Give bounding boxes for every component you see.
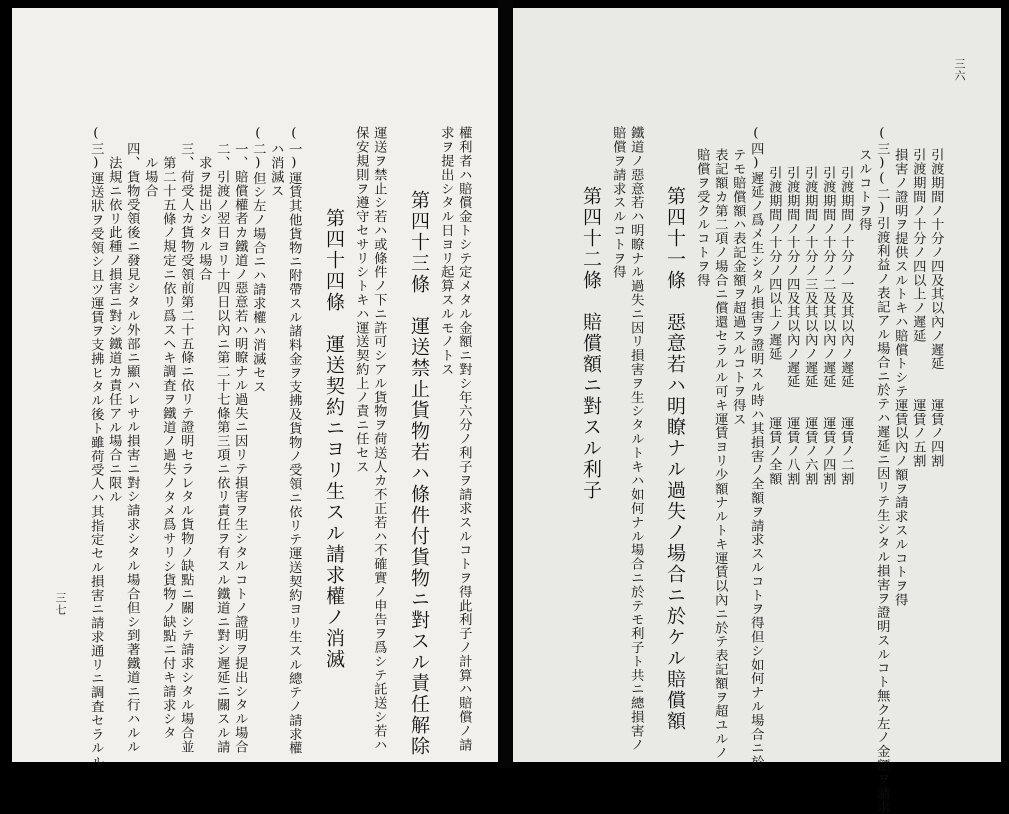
article-heading: 第四十一條 惡意若ハ明瞭ナル過失ノ場合ニ於ケル賠償額 bbox=[664, 186, 686, 732]
article-heading: 第四十四條 運送契約ニヨリ生スル請求權ノ消滅 bbox=[323, 208, 345, 670]
text-column: 運送ヲ禁止シ若ハ或條件ノ下ニ許可シアル貨物ヲ荷送人カ不正若ハ不確實ノ申告ヲ爲シテ託送シ若ハ bbox=[371, 126, 387, 752]
article-heading: 第四十三條 運送禁止貨物若ハ條件付貨物ニ對スル責任解除 bbox=[408, 190, 430, 757]
text-column: 四、貨物受領後ニ發見シタル外部ニ顯ハレサル損害ニ對シ請求シタル場合但シ到著鐵道ニ行ハルル bbox=[124, 142, 140, 754]
text-column: 引渡期間ノ十分ノ二及其以內ノ遲延 運賃ノ四割 bbox=[820, 166, 836, 486]
right-book-page bbox=[513, 8, 1001, 814]
text-column: 一、賠償權者カ鐵道ノ惡意若ハ明瞭ナル過失ニ因リテ損害ヲ生シタルコトノ證明ヲ提出シタル場合 bbox=[232, 142, 248, 754]
text-column: (三)(二)引渡利益ノ表記アル場合ニ於テハ遲延ニ因リテ生シタル損害ヲ證明スルコト無ク左ノ金額ヲ請求 bbox=[874, 126, 890, 814]
article-heading: 第四十二條 賠償額ニ對スル利子 bbox=[580, 186, 602, 501]
text-column: 二、引渡ノ翌日ヨリ十四日以內ニ第二十七條第三項ニ依リ責任ヲ有スル鐵道ニ對シ遲延ニ關スル請 bbox=[214, 142, 230, 754]
text-column: 引渡期間ノ十分ノ四以上ノ遲延 運賃ノ五割 bbox=[910, 148, 926, 468]
text-column: (一)運賃其他貨物ニ附帶スル諸料金ヲ支拂及貨物ノ受領ニ依リテ運送契約ヨリ生スル總テノ請求權 bbox=[286, 126, 302, 755]
text-column: 法規ニ依リ此種ノ損害ニ對シ鐵道カ責任アル場合ニ限ル bbox=[106, 156, 122, 504]
text-column: 求ヲ提出シタル場合 bbox=[196, 156, 212, 282]
text-column: 引渡期間ノ十分ノ四及其以內ノ遲延 運賃ノ四割 bbox=[928, 148, 944, 468]
text-column: (三)運送狀ヲ受領シ且ツ運賃ヲ支拂ヒタル後ト雖荷受人ハ其指定セル損害ニ請求通リニ調査セラルル bbox=[88, 126, 104, 769]
text-column: 賠償ヲ請求スルコトヲ得 bbox=[610, 126, 626, 279]
text-column: (二)但シ左ノ場合ニハ請求權ハ消滅セス bbox=[250, 126, 266, 394]
page-number: 三六 bbox=[953, 58, 966, 82]
text-column: ル場合 bbox=[142, 156, 158, 198]
text-column: 表記額カ第二項ノ場合ニ償還セラルル可キ運賃ヨリ少額ナルトキ運賃以內ニ於テ表記額ヲ超ユルノ bbox=[712, 148, 728, 760]
text-column: (四)遲延ノ爲メ生シタル損害ヲ證明スル時ハ其損害ノ全額ヲ請求スルコトヲ得但シ如何ナル場合ニ於 bbox=[748, 126, 764, 769]
text-column: 賠償ヲ受クルコトヲ得 bbox=[694, 148, 710, 287]
text-column: 引渡期間ノ十分ノ四及其以內ノ遲延 運賃ノ八割 bbox=[784, 166, 800, 486]
text-column: 引渡期間ノ十分ノ四以上ノ遲延 運賃ノ全額 bbox=[766, 166, 782, 486]
text-column: 權利者ハ賠償金トシテ定メタル金額ニ對シ年六分ノ利子ヲ請求スルコトヲ得此利子ノ計算ハ賠償ノ請 bbox=[456, 126, 472, 752]
text-column: 損害ノ證明ヲ提供スルトキハ賠償トシテ運賃以內ノ額ヲ請求スルコトヲ得 bbox=[892, 148, 908, 607]
book-gutter bbox=[498, 0, 513, 768]
text-column: 引渡期間ノ十分ノ三及其以內ノ遲延 運賃ノ六割 bbox=[802, 166, 818, 486]
text-column: スルコトヲ得 bbox=[856, 148, 872, 232]
left-book-page bbox=[12, 8, 498, 769]
text-column: テモ賠償額ハ表記金額ヲ超過スルコトヲ得ス bbox=[730, 148, 746, 426]
page-number: 三七 bbox=[54, 592, 67, 616]
text-column: 第二十五條ノ規定ニ依リ爲スヘキ調査ヲ鐵道ノ過失ノタメ爲サリシ貨物ノ缺點ニ付キ請求シタ bbox=[160, 156, 176, 740]
text-column: 保安規則ヲ遵守セサリシトキハ運送契約上ノ責ニ任セス bbox=[353, 126, 369, 474]
text-column: 求ヲ提出シタル日ヨリ起算スルモノトス bbox=[438, 126, 454, 377]
text-column: 引渡期間ノ十分ノ一及其以內ノ遲延 運賃ノ二割 bbox=[838, 166, 854, 486]
text-column: ハ消滅ス bbox=[268, 142, 284, 198]
text-column: 鐵道ノ惡意若ハ明瞭ナル過失ニ因リ損害ヲ生シタルトキハ如何ナル場合ニ於テモ利子ト共ニ總損害ノ bbox=[628, 126, 644, 752]
text-column: 三、荷受人カ貨物受領前第二十五條ニ依リテ證明セラレタル貨物ノ缺點ニ關シテ請求シタル場合並 bbox=[178, 142, 194, 754]
